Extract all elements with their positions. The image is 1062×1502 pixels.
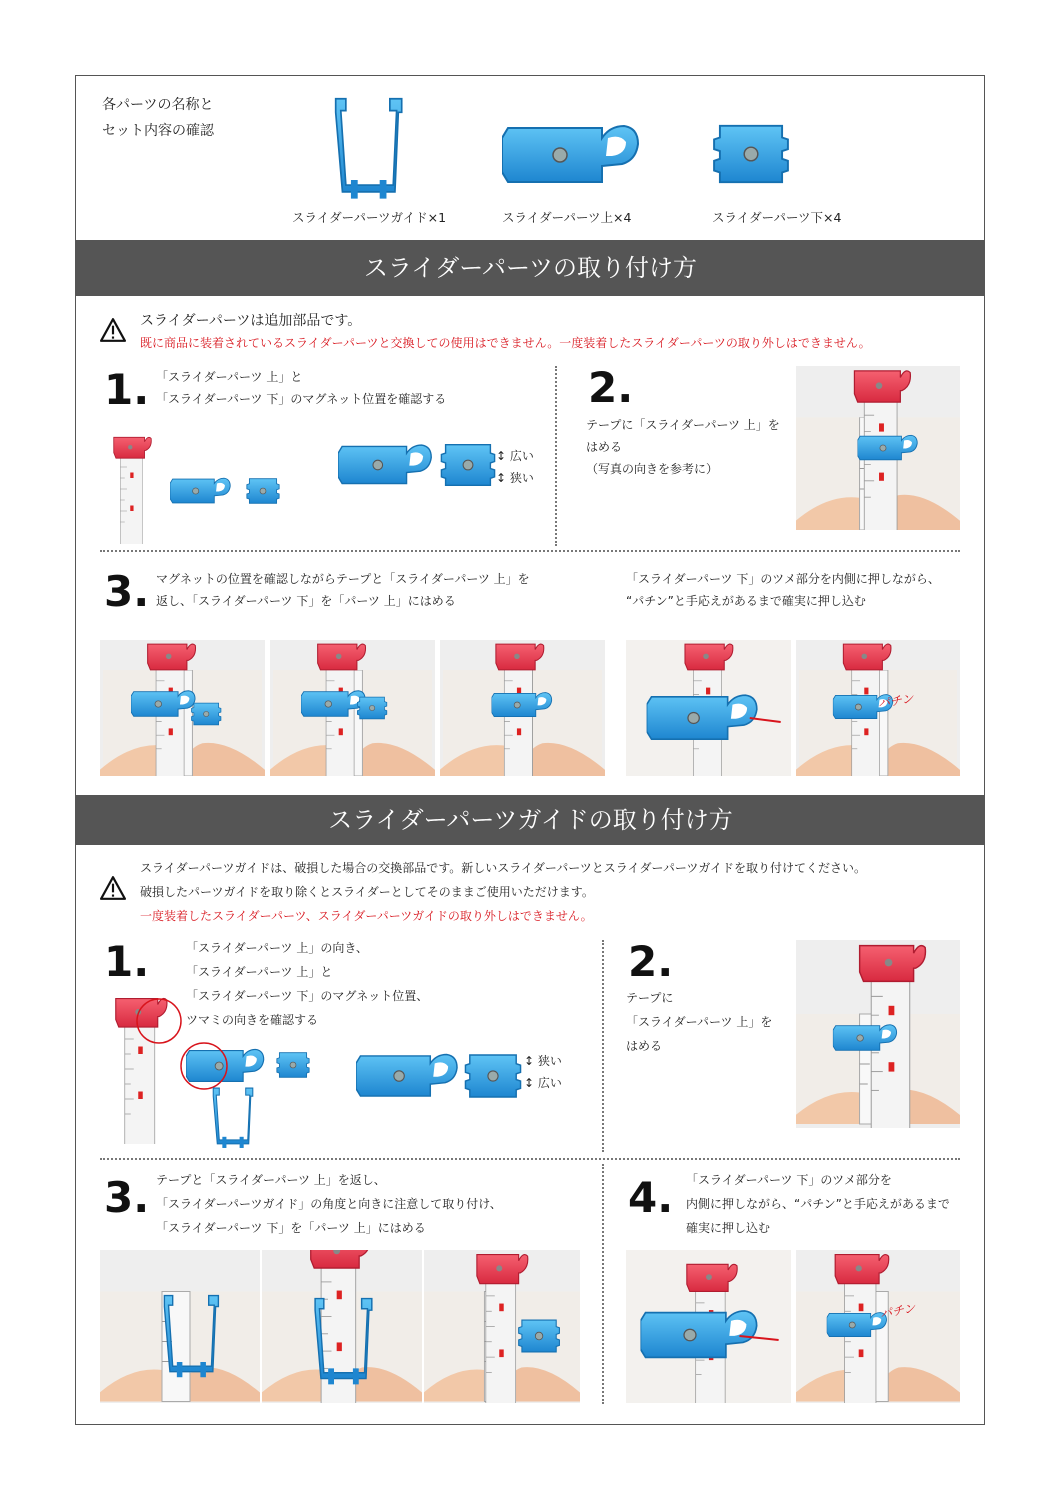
s2-step3-number: 3. bbox=[104, 1173, 150, 1222]
s1-step3-photo-2 bbox=[270, 640, 435, 776]
s1-step3-right-line1: 「スライダーパーツ 下」のツメ部分を内側に押しながら、 bbox=[626, 572, 940, 586]
s1-arrow-labels bbox=[496, 445, 534, 489]
section2-warning-line2: 破損したパーツガイドを取り除くとスライダーとしてそのままご使用いただけます。 bbox=[140, 885, 594, 899]
slider-upper-small bbox=[170, 474, 232, 508]
tape-image bbox=[100, 434, 166, 544]
s1-step1-number: 1. bbox=[104, 365, 150, 414]
s2-step2-line1: テープに bbox=[626, 991, 674, 1005]
s1-step3-line2: 返し、「スライダーパーツ 下」を「パーツ 上」にはめる bbox=[156, 594, 456, 608]
s2-step4-number: 4. bbox=[628, 1173, 674, 1222]
s1-divider-vertical bbox=[555, 366, 557, 546]
s2-lower-small bbox=[276, 1050, 310, 1080]
s2-snap-label: パチン bbox=[879, 1301, 917, 1321]
s2-step4-line1: 「スライダーパーツ 下」のツメ部分を bbox=[686, 1173, 892, 1187]
s2-divider-horizontal bbox=[100, 1158, 960, 1160]
s1-step2-line2: はめる bbox=[586, 440, 623, 454]
slider-lower-small bbox=[246, 476, 280, 506]
s2-step4-text bbox=[686, 1168, 950, 1240]
s1-step1-text bbox=[156, 366, 446, 410]
parts-heading-line2: セット内容の確認 bbox=[102, 123, 214, 139]
s1-step3-number: 3. bbox=[104, 567, 150, 616]
s1-step2-number: 2. bbox=[588, 363, 634, 412]
s2-step1-text bbox=[186, 936, 428, 1032]
s1-wide-text: 広い bbox=[509, 449, 534, 463]
s2-step3-photo-3 bbox=[424, 1250, 580, 1403]
s2-step2-line3: はめる bbox=[626, 1039, 663, 1053]
s2-lower-large bbox=[464, 1050, 522, 1102]
s2-wide-text: 広い bbox=[537, 1076, 562, 1090]
slider-upper-large bbox=[338, 440, 434, 490]
s2-narrow-text: 狭い bbox=[537, 1054, 562, 1068]
s1-step2-line3: （写真の向きを参考に） bbox=[586, 462, 719, 476]
slider-lower-image bbox=[712, 120, 790, 188]
section1-title: スライダーパーツの取り付け方 bbox=[76, 240, 985, 296]
s2-step3-line2: 「スライダーパーツガイド」の角度と向きに注意して取り付け、 bbox=[156, 1197, 502, 1211]
s1-step3-photo-3 bbox=[440, 640, 605, 776]
slider-lower-large bbox=[440, 440, 496, 490]
s2-step3-line3: 「スライダーパーツ 下」を「パーツ 上」にはめる bbox=[156, 1221, 426, 1235]
section2-title: スライダーパーツガイドの取り付け方 bbox=[76, 795, 985, 845]
s2-step2-photo bbox=[796, 940, 960, 1128]
warning-icon bbox=[100, 318, 126, 342]
s1-snap-label: パチン bbox=[877, 691, 915, 711]
s2-divider-vertical-2 bbox=[602, 1164, 604, 1404]
s2-step1-line2: 「スライダーパーツ 上」と bbox=[186, 965, 333, 979]
s2-step3-photo-2 bbox=[262, 1250, 422, 1403]
slider-upper-image bbox=[502, 120, 642, 190]
s1-wide-label: ↕ 広い bbox=[496, 449, 534, 463]
s2-highlight-circle bbox=[134, 996, 184, 1046]
s1-step3-photo-1 bbox=[100, 640, 265, 776]
warning-icon-2 bbox=[100, 876, 126, 900]
s1-step2-text bbox=[586, 414, 780, 480]
part-label-lower: スライダーパーツ下×4 bbox=[712, 210, 842, 225]
s1-step2-line1: テープに「スライダーパーツ 上」を bbox=[586, 418, 780, 432]
parts-heading bbox=[102, 92, 214, 144]
s2-step4-photo-1 bbox=[626, 1250, 791, 1403]
s2-upper-large bbox=[356, 1050, 460, 1102]
s2-step4-line3: 確実に押し込む bbox=[686, 1221, 771, 1235]
s1-step1-line2: 「スライダーパーツ 下」のマグネット位置を確認する bbox=[156, 392, 447, 406]
s2-arrow-labels bbox=[524, 1050, 562, 1094]
s2-step3-text bbox=[156, 1168, 502, 1240]
section1-warning-line1: スライダーパーツは追加部品です。 bbox=[140, 313, 362, 329]
s2-divider-vertical-1 bbox=[602, 940, 604, 1152]
section2-warning-line3: 一度装着したスライダーパーツ、スライダーパーツガイドの取り外しはできません。 bbox=[140, 909, 593, 923]
section1-warning-line2: 既に商品に装着されているスライダーパーツと交換しての使用はできません。一度装着したスライダーパーツの取り外しはできません。 bbox=[140, 336, 871, 350]
section2-warning bbox=[140, 856, 866, 928]
s2-narrow-label: ↕ 狭い bbox=[524, 1054, 562, 1068]
s1-step3-right-text bbox=[626, 568, 940, 612]
s1-step3-line1: マグネットの位置を確認しながらテープと「スライダーパーツ 上」を bbox=[156, 572, 530, 586]
s1-step3-text bbox=[156, 568, 530, 612]
s2-step1-line4: ツマミの向きを確認する bbox=[186, 1013, 319, 1027]
s2-wide-label: ↕ 広い bbox=[524, 1076, 562, 1090]
parts-heading-line1: 各パーツの名称と bbox=[102, 97, 214, 113]
s2-step2-number: 2. bbox=[628, 937, 674, 986]
s2-step2-text bbox=[626, 986, 772, 1058]
s1-step1-line1: 「スライダーパーツ 上」と bbox=[156, 370, 303, 384]
s2-step2-line2: 「スライダーパーツ 上」を bbox=[626, 1015, 773, 1029]
part-label-upper: スライダーパーツ上×4 bbox=[502, 210, 632, 225]
s2-step3-photo-1 bbox=[100, 1250, 260, 1403]
s1-narrow-label: ↕ 狭い bbox=[496, 471, 534, 485]
s2-step1-line3: 「スライダーパーツ 下」のマグネット位置、 bbox=[186, 989, 429, 1003]
s2-step4-line2: 内側に押しながら、“パチン”と手応えがあるまで bbox=[686, 1197, 950, 1211]
s1-step2-photo bbox=[796, 366, 960, 530]
s1-divider-horizontal bbox=[100, 550, 960, 552]
s2-step3-line1: テープと「スライダーパーツ 上」を返し、 bbox=[156, 1173, 386, 1187]
section2-warning-line1: スライダーパーツガイドは、破損した場合の交換部品です。新しいスライダーパーツとスライダーパーツガイドを取り付けてください。 bbox=[140, 861, 867, 875]
s2-step1-number: 1. bbox=[104, 937, 150, 986]
s1-step3-right-line2: “パチン”と手応えがあるまで確実に押し込む bbox=[626, 594, 866, 608]
part-label-guide: スライダーパーツガイド×1 bbox=[292, 210, 447, 225]
s1-narrow-text: 狭い bbox=[509, 471, 534, 485]
s1-step3-photo-4 bbox=[626, 640, 791, 776]
slider-guide-image bbox=[312, 92, 422, 202]
s2-step1-line1: 「スライダーパーツ 上」の向き、 bbox=[186, 941, 368, 955]
section1-warning bbox=[140, 310, 871, 354]
s2-step4-photo-2 bbox=[796, 1250, 960, 1403]
s2-guide-small bbox=[200, 1084, 264, 1150]
